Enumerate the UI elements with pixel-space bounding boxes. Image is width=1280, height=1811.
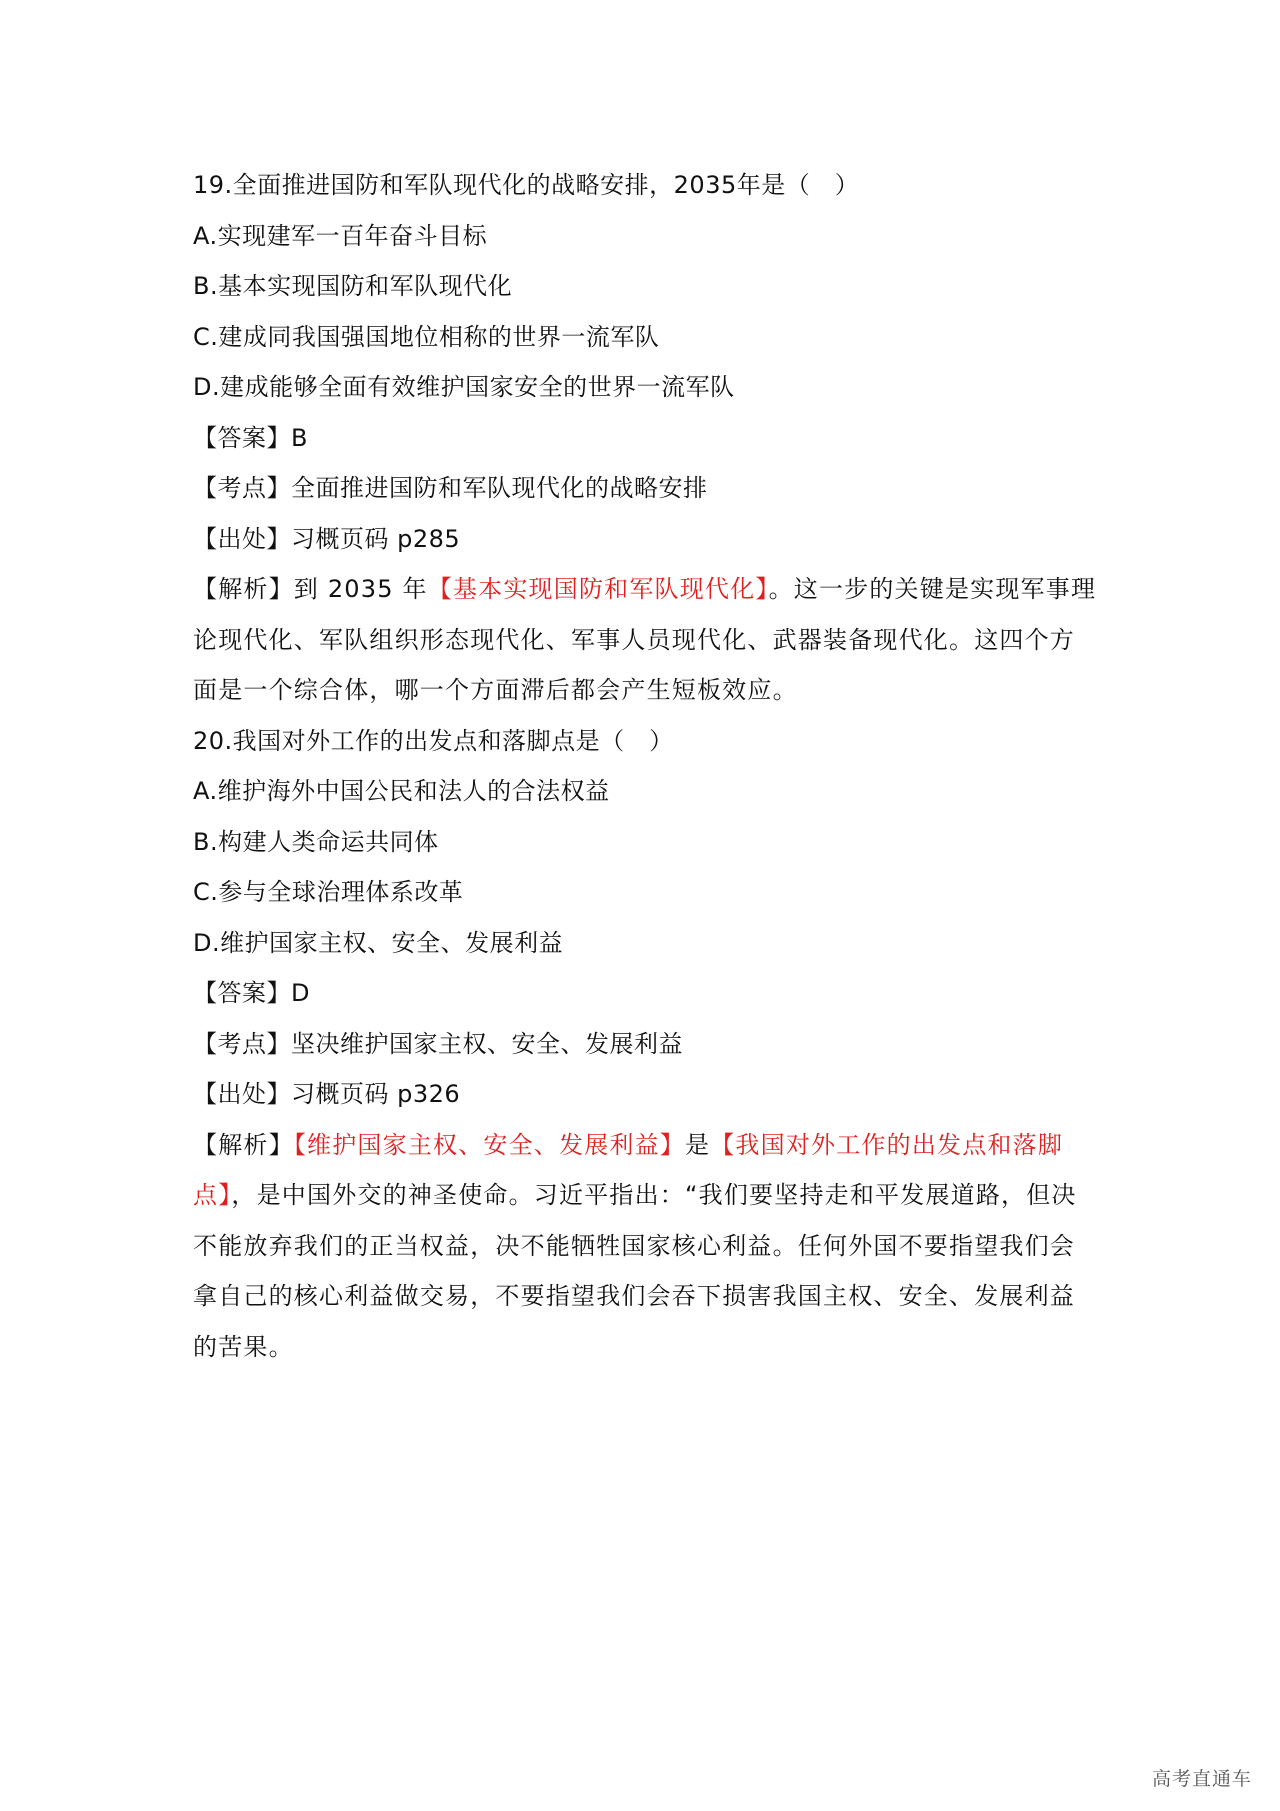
analysis-highlight: 【我国对外工作的出发点和落脚 <box>710 1130 1064 1159</box>
analysis-line: 的苦果。 <box>193 1332 294 1361</box>
question-20-analysis <box>193 1120 1093 1373</box>
analysis-highlight: 点】 <box>193 1181 232 1209</box>
question-20-stem: 20.我国对外工作的出发点和落脚点是（ ） <box>193 726 674 755</box>
question-20-source: 【出处】习概页码 p326 <box>193 1080 461 1108</box>
question-19-answer: 【答案】B <box>193 423 308 452</box>
question-19-option-d: D.建成能够全面有效维护国家安全的世界一流军队 <box>193 373 735 401</box>
footer-watermark: 高考直通车 <box>1151 1768 1252 1790</box>
analysis-text: 是 <box>685 1130 711 1159</box>
question-20-option-d: D.维护国家主权、安全、发展利益 <box>193 928 564 957</box>
question-19-analysis <box>193 564 1097 716</box>
question-20-option-c: C.参与全球治理体系改革 <box>193 878 464 906</box>
analysis-highlight: 【基本实现国防和军队现代化】 <box>427 575 769 603</box>
question-19-source: 【出处】习概页码 p285 <box>193 524 461 553</box>
analysis-line: 面是一个综合体，哪一个方面滞后都会产生短板效应。 <box>193 676 798 704</box>
analysis-line: 论现代化、军队组织形态现代化、军事人员现代化、武器装备现代化。这四个方 <box>193 625 1075 654</box>
question-19-stem: 19.全面推进国防和军队现代化的战略安排，2035年是（ ） <box>193 171 860 199</box>
question-19-point: 【考点】全面推进国防和军队现代化的战略安排 <box>193 474 708 502</box>
question-19-option-c: C.建成同我国强国地位相称的世界一流军队 <box>193 322 660 351</box>
analysis-text: 【解析】 <box>193 1130 294 1159</box>
analysis-text: ，是中国外交的神圣使命。习近平指出：“我们要坚持走和平发展道路，但决 <box>231 1181 1077 1209</box>
question-20-point: 【考点】坚决维护国家主权、安全、发展利益 <box>193 1029 683 1058</box>
question-19-option-b: B.基本实现国防和军队现代化 <box>193 272 513 300</box>
question-20-option-a: A.维护海外中国公民和法人的合法权益 <box>193 777 610 805</box>
analysis-highlight: 【维护国家主权、安全、发展利益】 <box>293 1130 686 1159</box>
analysis-text: 【解析】到 2035 年 <box>193 575 428 603</box>
question-19 <box>193 160 1097 716</box>
analysis-text: 。这一步的关键是实现军事理 <box>768 575 1097 603</box>
analysis-line: 不能放弃我们的正当权益，决不能牺牲国家核心利益。任何外国不要指望我们会 <box>193 1231 1075 1260</box>
question-20-option-b: B.构建人类命运共同体 <box>193 827 439 856</box>
document-body <box>193 160 1097 1372</box>
analysis-line <box>193 564 1097 615</box>
analysis-line <box>193 1120 1093 1171</box>
question-19-option-a: A.实现建军一百年奋斗目标 <box>193 221 488 250</box>
question-20-answer: 【答案】D <box>193 979 310 1007</box>
analysis-line <box>193 1170 1093 1221</box>
question-20 <box>193 716 1093 1373</box>
analysis-line: 拿自己的核心利益做交易，不要指望我们会吞下损害我国主权、安全、发展利益 <box>193 1282 1075 1310</box>
